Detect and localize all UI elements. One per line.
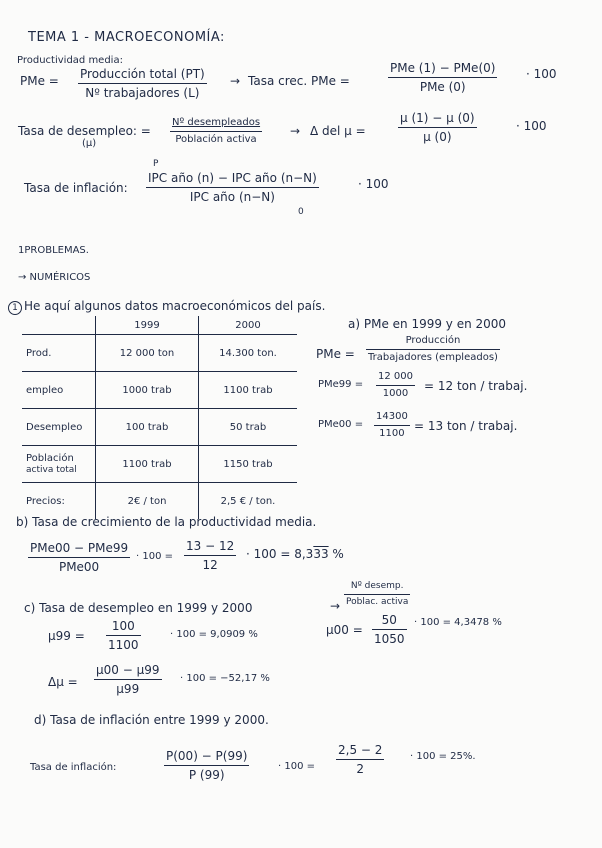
inflacion-mark-top: P: [153, 159, 159, 169]
c-hint-numerator: Nº desemp.: [350, 581, 404, 591]
table-row: [22, 335, 297, 372]
pme-formula-denominator: Trabajadores (empleados): [368, 352, 498, 363]
page-title: TEMA 1 - MACROECONOMÍA:: [28, 30, 225, 45]
arrow-icon: →: [230, 74, 241, 88]
problemas-heading: 1PROBLEMAS.: [18, 245, 89, 256]
d-numerator-values: 2,5 − 2: [338, 743, 383, 757]
delta-mu-tail: · 100: [516, 119, 547, 133]
d-label: Tasa de inflación:: [30, 762, 117, 773]
b-numerator: PMe00 − PMe99: [30, 541, 129, 555]
enunciado-text: He aquí algunos datos macroeconómicos del país.: [24, 299, 326, 313]
table-cell: Prod.: [22, 335, 96, 372]
enunciado: [8, 300, 325, 315]
b-mid: · 100 =: [136, 551, 174, 562]
problem-number: 1: [8, 301, 22, 315]
b-denominator-values: 12: [202, 558, 218, 572]
c-hint-fraction: [344, 582, 410, 607]
pme99-denominator: 1000: [382, 388, 409, 399]
b-result-suffix: %: [328, 547, 344, 561]
table-cell: 1100 trab: [199, 372, 298, 409]
pme00-numerator: 14300: [376, 411, 408, 422]
table-cell: 2€ / ton: [96, 483, 199, 520]
mu00-lhs: μ00 =: [326, 623, 363, 637]
table-row: [22, 483, 297, 520]
pme-numerator: Producción total (PT): [80, 67, 205, 81]
delta-mu-fraction: [398, 112, 477, 143]
pme99-lhs: PMe99 =: [318, 379, 364, 390]
b-numerator-values: 13 − 12: [186, 539, 235, 553]
arrow-icon: →: [330, 599, 341, 613]
table-cell: 50 trab: [199, 409, 298, 446]
inflacion-fraction: [146, 172, 319, 203]
table-cell: empleo: [22, 372, 96, 409]
table-header-cell: [22, 316, 96, 335]
pme00-result: = 13 ton / trabaj.: [414, 419, 518, 433]
table-cell: 100 trab: [96, 409, 199, 446]
pme-denominator: Nº trabajadores (L): [85, 86, 200, 100]
dmu-denominator: μ99: [116, 682, 140, 696]
mu00-result: · 100 = 4,3478 %: [414, 617, 502, 628]
b-fraction-values: [184, 540, 236, 571]
dmu-lhs: Δμ =: [48, 675, 78, 689]
mu99-numerator: 100: [111, 619, 135, 633]
table-cell: 1000 trab: [96, 372, 199, 409]
tasa-crec-fraction: [388, 62, 497, 93]
table-header-cell: 2000: [199, 316, 298, 335]
dmu-numerator: μ00 − μ99: [96, 663, 160, 677]
table-cell: 1150 trab: [199, 446, 298, 483]
pme00-fraction: [374, 412, 410, 439]
mu00-numerator: 50: [381, 613, 397, 627]
inflacion-mark-bottom: 0: [298, 207, 304, 217]
mu99-denominator: 1100: [108, 638, 139, 652]
d-fraction-values: [336, 744, 384, 775]
table-row: [22, 409, 297, 446]
table-row: [22, 446, 297, 483]
apartado-c-title: c) Tasa de desempleo en 1999 y 2000: [24, 601, 253, 615]
delta-mu-denominator: μ (0): [423, 130, 452, 144]
b-result-prefix: · 100 = 8,3: [246, 547, 314, 561]
pme00-denominator: 1100: [379, 428, 405, 439]
table-cell: Precios:: [22, 483, 96, 520]
b-result: [246, 548, 344, 560]
pme-lhs: PMe =: [20, 74, 59, 88]
pme-formula-lhs: PMe =: [316, 347, 355, 361]
b-denominator: PMe00: [58, 560, 100, 574]
mu99-result: · 100 = 9,0909 %: [170, 629, 258, 640]
pme-formula-fraction: [366, 336, 500, 363]
tasa-crec-denominator: PMe (0): [419, 80, 466, 94]
inflacion-tail: · 100: [358, 177, 389, 191]
b-fraction: [28, 542, 130, 573]
table-header-cell: 1999: [96, 316, 199, 335]
delta-mu-numerator: μ (1) − μ (0): [400, 111, 475, 125]
productividad-label: Productividad media:: [17, 55, 123, 66]
c-hint-denominator: Poblac. activa: [346, 597, 409, 607]
pme99-result: = 12 ton / trabaj.: [424, 379, 528, 393]
data-table: [22, 316, 297, 519]
tasa-crec-tail: · 100: [526, 67, 557, 81]
apartado-a-title: a) PMe en 1999 y en 2000: [348, 317, 507, 331]
inflacion-numerator: IPC año (n) − IPC año (n−N): [148, 171, 317, 185]
desempleo-numerator: Nº desempleados: [172, 117, 261, 128]
d-mid: · 100 =: [278, 761, 316, 772]
apartado-b-title: b) Tasa de crecimiento de la productividad media.: [16, 515, 317, 529]
delta-mu-label: Δ del μ =: [310, 124, 366, 138]
d-denominator: P (99): [188, 768, 225, 782]
table-cell: 1100 trab: [96, 446, 199, 483]
inflacion-label: Tasa de inflación:: [24, 181, 128, 195]
mu99-lhs: μ99 =: [48, 629, 85, 643]
d-result: · 100 = 25%.: [410, 751, 476, 762]
table-cell: 14.300 ton.: [199, 335, 298, 372]
d-numerator: P(00) − P(99): [166, 749, 248, 763]
pme99-numerator: 12 000: [378, 371, 413, 382]
d-fraction: [164, 750, 249, 781]
row-label-line2: activa total: [26, 465, 77, 475]
table-cell: 2,5 € / ton.: [199, 483, 298, 520]
table-cell: [22, 446, 96, 483]
row-label: Población: [26, 453, 74, 464]
dmu-result: · 100 = −52,17 %: [180, 673, 270, 684]
table-cell: 12 000 ton: [96, 335, 199, 372]
table-header-row: [22, 316, 297, 335]
dmu-fraction: [94, 664, 162, 695]
apartado-d-title: d) Tasa de inflación entre 1999 y 2000.: [34, 713, 269, 727]
desempleo-fraction: [170, 118, 262, 145]
arrow-icon: →: [290, 124, 301, 138]
inflacion-denominator: IPC año (n−N): [189, 190, 275, 204]
mu00-fraction: [372, 614, 407, 645]
tasa-crec-label: Tasa crec. PMe =: [248, 74, 350, 88]
pme-fraction: [78, 68, 207, 99]
b-result-repeating: 33: [313, 547, 329, 561]
mu00-denominator: 1050: [374, 632, 405, 646]
pme99-fraction: [376, 372, 415, 399]
table-row: [22, 372, 297, 409]
desempleo-denominator: Población activa: [175, 134, 257, 145]
d-denominator-values: 2: [356, 762, 365, 776]
desempleo-label: Tasa de desempleo: =: [18, 124, 151, 138]
numericos-heading: → NUMÉRICOS: [18, 272, 91, 283]
desempleo-symbol: (μ): [82, 138, 97, 149]
pme-formula-numerator: Producción: [405, 335, 461, 346]
tasa-crec-numerator: PMe (1) − PMe(0): [390, 61, 496, 75]
pme00-lhs: PMe00 =: [318, 419, 364, 430]
mu99-fraction: [106, 620, 141, 651]
table-cell: Desempleo: [22, 409, 96, 446]
